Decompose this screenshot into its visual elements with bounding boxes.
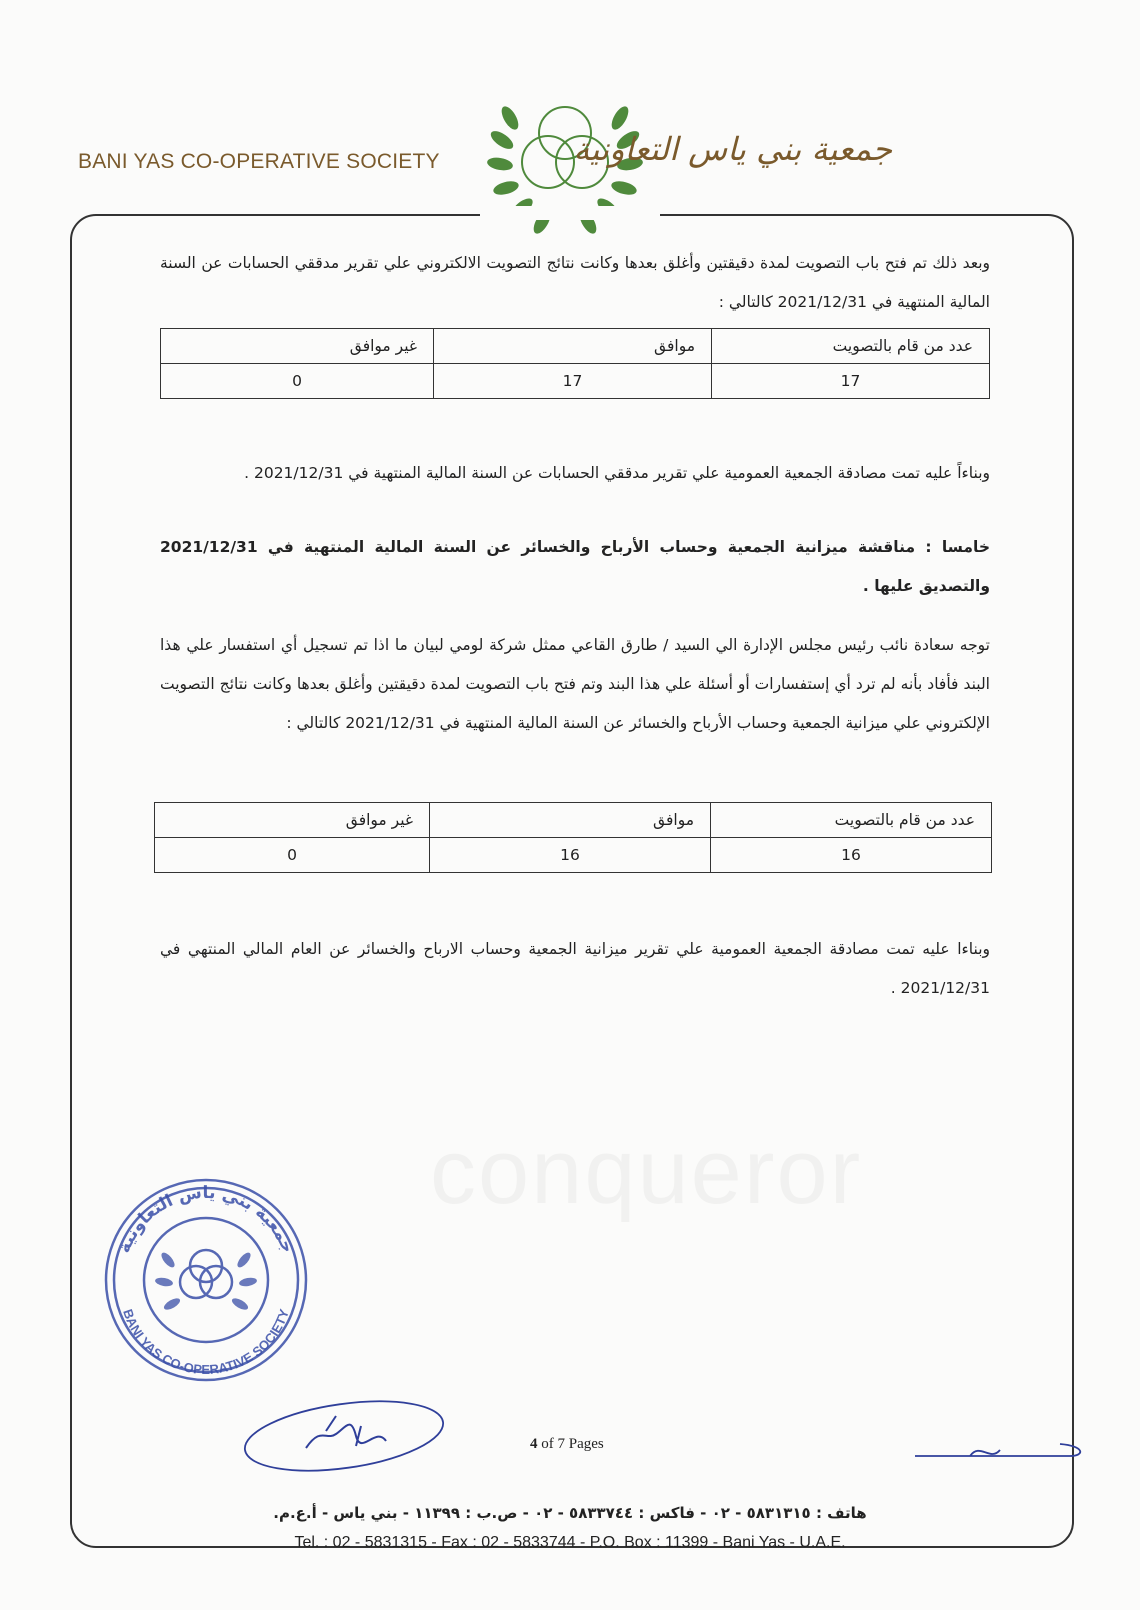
header-approve: موافق (430, 803, 711, 838)
page-total: of 7 Pages (541, 1436, 604, 1452)
paragraph-approval-budget: وبناءا عليه تمت مصادقة الجمعية العمومية علي تقرير ميزانية الجمعية وحساب الارباح والخسائر عن العام المالي المنتهي في 2021/12/31 . (160, 940, 990, 997)
svg-text:جمعية بني ياس التعاونية: جمعية بني ياس التعاونية (114, 1182, 298, 1256)
signature-icon (226, 1386, 446, 1486)
svg-text:BANI YAS CO-OPERATIVE SOCIETY: BANI YAS CO-OPERATIVE SOCIETY (120, 1307, 292, 1377)
paper-watermark (430, 1120, 862, 1225)
cell-voters: 17 (712, 364, 990, 399)
voting-table-budget (154, 802, 992, 873)
table-row (161, 364, 990, 399)
header-disapprove: غير موافق (155, 803, 430, 838)
header-arabic-name: جمعية بني ياس التعاونية (573, 130, 892, 168)
frame-gap (480, 206, 660, 220)
cell-disapprove: 0 (155, 838, 430, 873)
table-header-row (161, 329, 990, 364)
cell-approve: 17 (434, 364, 712, 399)
cell-approve: 16 (430, 838, 711, 873)
header-disapprove: غير موافق (161, 329, 434, 364)
society-stamp-icon (96, 1170, 316, 1390)
table-header-row (155, 803, 992, 838)
cell-disapprove: 0 (161, 364, 434, 399)
section-heading-fifth: خامسا : مناقشة ميزانية الجمعية وحساب الأرباح والخسائر عن السنة المالية المنتهية في 2021/12/31 والتصديق عليها . (160, 538, 990, 595)
page-current: 4 (530, 1436, 538, 1452)
voting-table-auditors (160, 328, 990, 399)
header-voters: عدد من قام بالتصويت (711, 803, 992, 838)
paragraph-voting-auditors: وبعد ذلك تم فتح باب التصويت لمدة دقيقتين وأغلق بعدها وكانت نتائج التصويت الالكتروني علي تقرير مدققي الحسابات عن السنة المالية المنتهية في 2021/12/31 كالتالي : (160, 254, 990, 311)
initials-signature-icon (910, 1432, 1090, 1472)
table-row (155, 838, 992, 873)
cell-voters: 16 (711, 838, 992, 873)
footer-english-contact: Tel. : 02 - 5831315 - Fax : 02 - 5833744 - P.O. Box : 11399 - Bani Yas - U.A.E. (294, 1534, 846, 1551)
footer-arabic-contact: هاتف : ٥٨٣١٣١٥ - ٠٢ - فاكس : ٥٨٣٣٧٤٤ - ٠٢ - ص.ب : ١١٣٩٩ - بني ياس - أ.ع.م. (273, 1504, 867, 1522)
header-english-name: BANI YAS CO-OPERATIVE SOCIETY (78, 150, 440, 173)
paragraph-voting-budget: توجه سعادة نائب رئيس مجلس الإدارة الي السيد / طارق القاعي ممثل شركة لومي لبيان ما اذا تم تسجيل أي استفسار علي هذا البند فأفاد بأنه لم ترد أي إستفسارات أو أسئلة علي هذا البند وتم فتح باب التصويت لمدة دقيقتين وأغلق بعدها وكانت نتائج التصويت الإلكتروني علي ميزانية الجمعية وحساب الأرباح والخسائر عن السنة المالية المنتهية في 2021/12/31 كالتالي : (160, 636, 990, 732)
page-number (530, 1436, 604, 1453)
header-approve: موافق (434, 329, 712, 364)
header-voters: عدد من قام بالتصويت (712, 329, 990, 364)
paragraph-approval-auditors: وبناءاً عليه تمت مصادقة الجمعية العمومية علي تقرير مدققي الحسابات عن السنة المالية المنتهية في 2021/12/31 . (244, 464, 990, 482)
